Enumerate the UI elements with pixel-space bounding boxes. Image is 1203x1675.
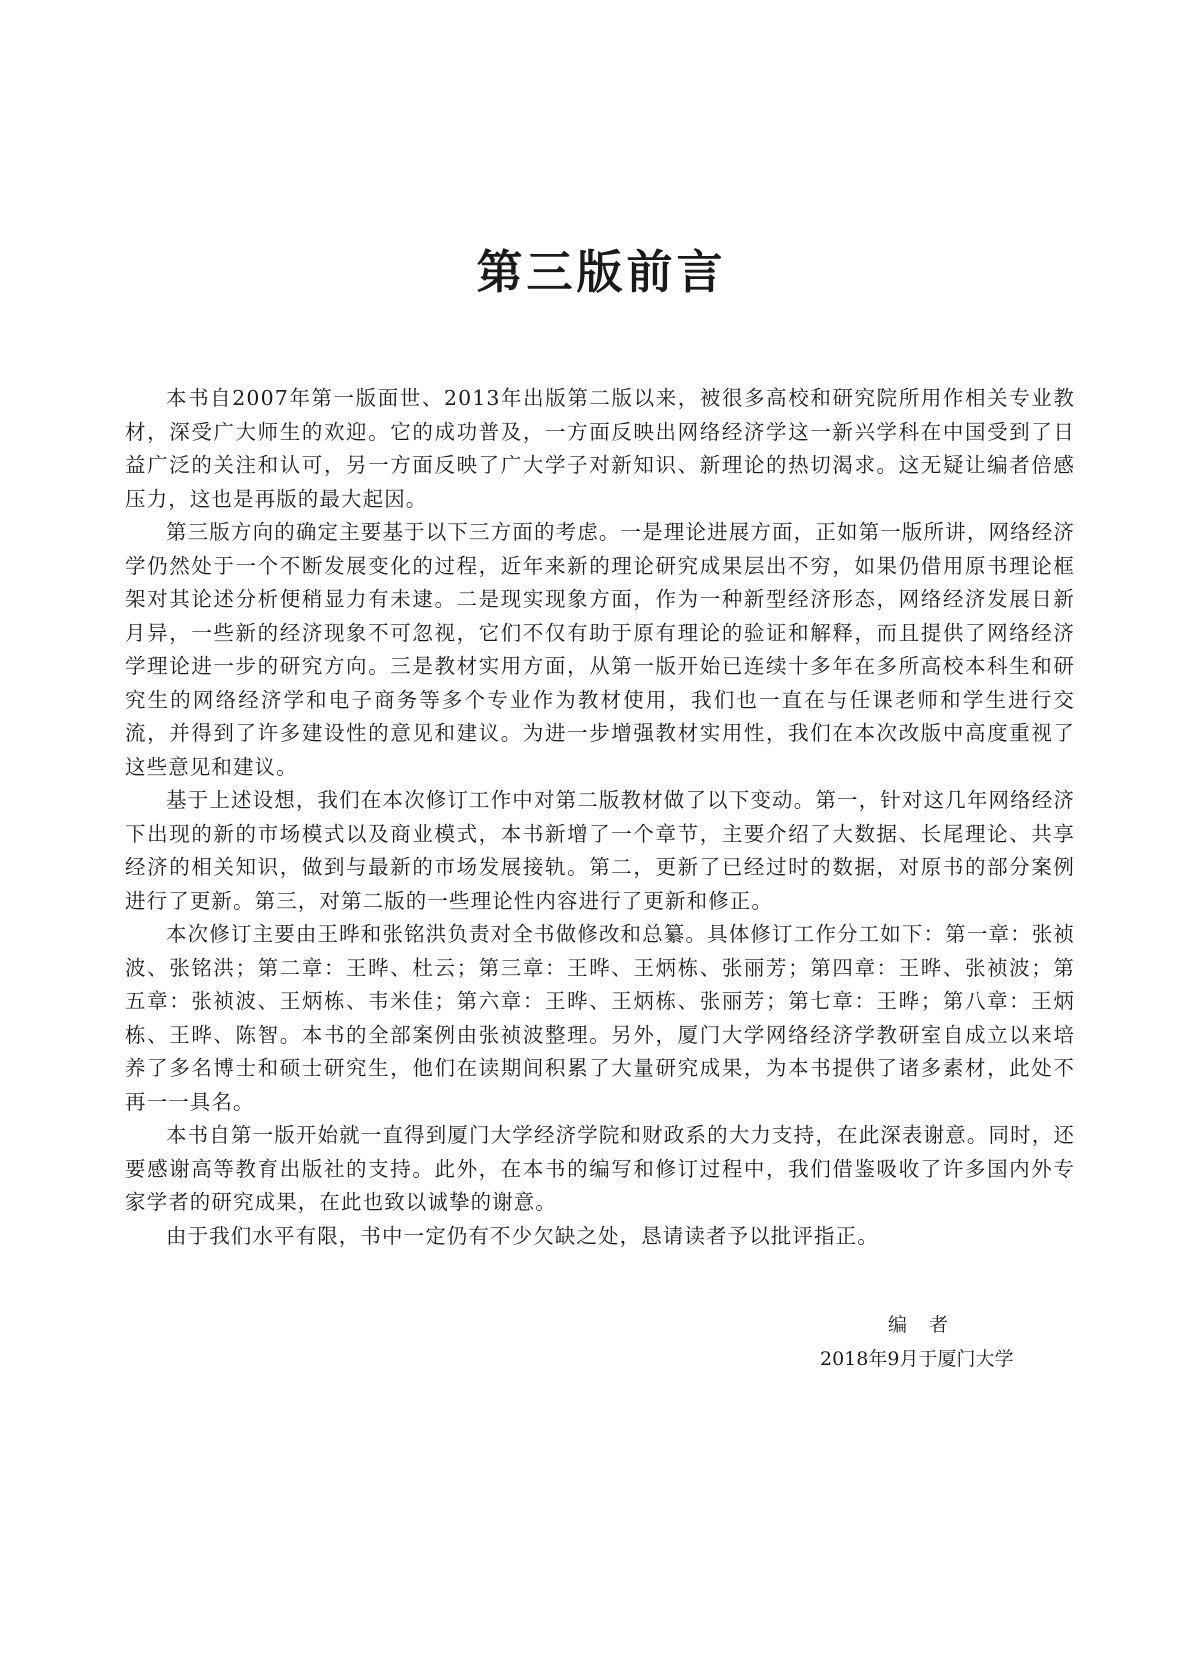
page-title: 第三版前言 <box>476 245 727 299</box>
paragraph: 本次修订主要由王晔和张铭洪负责对全书做修改和总纂。具体修订工作分工如下：第一章：张祯波、张铭洪；第二章：王晔、杜云；第三章：王晔、王炳栋、张丽芳；第四章：王晔、张祯波；第五章：张祯波、王炳栋、韦米佳；第六章：王晔、王炳栋、张丽芳；第七章：王晔；第八章：王炳栋、王晔、陈智。本书的全部案例由张祯波整理。另外，厦门大学网络经济学教研室自成立以来培养了多名博士和硕士研究生，他们在读期间积累了大量研究成果，为本书提供了诸多素材，此处不再一一具名。 <box>125 922 1075 1114</box>
paragraph: 第三版方向的确定主要基于以下三方面的考虑。一是理论进展方面，正如第一版所讲，网络经济学仍然处于一个不断发展变化的过程，近年来新的理论研究成果层出不穷，如果仍借用原书理论框架对其论述分析便稍显力有未逮。二是现实现象方面，作为一种新型经济形态，网络经济发展日新月异，一些新的经济现象不可忽视，它们不仅有助于原有理论的验证和解释，而且提供了网络经济学理论进一步的研究方向。三是教材实用方面，从第一版开始已连续十多年在多所高校本科生和研究生的网络经济学和电子商务等多个专业作为教材使用，我们也一直在与任课老师和学生进行交流，并得到了许多建设性的意见和建议。为进一步增强教材实用性，我们在本次改版中高度重视了这些意见和建议。 <box>125 520 1075 779</box>
signature-date: 2018年9月于厦门大学 <box>820 1348 1014 1370</box>
paragraph: 基于上述设想，我们在本次修订工作中对第二版教材做了以下变动。第一，针对这几年网络经济下出现的新的市场模式以及商业模式，本书新增了一个章节，主要介绍了大数据、长尾理论、共享经济的相关知识，做到与最新的市场发展接轨。第二，更新了已经过时的数据，对原书的部分案例进行了更新。第三，对第二版的一些理论性内容进行了更新和修正。 <box>125 788 1075 913</box>
paragraph: 本书自2007年第一版面世、2013年出版第二版以来，被很多高校和研究院所用作相关专业教材，深受广大师生的欢迎。它的成功普及，一方面反映出网络经济学这一新兴学科在中国受到了日益广泛的关注和认可，另一方面反映了广大学子对新知识、新理论的热切渴求。这无疑让编者倍感压力，这也是再版的最大起因。 <box>125 386 1075 511</box>
paragraph: 由于我们水平有限，书中一定仍有不少欠缺之处，恳请读者予以批评指正。 <box>166 1223 879 1248</box>
signature-block <box>760 1308 1070 1376</box>
paragraph: 本书自第一版开始就一直得到厦门大学经济学院和财政系的大力支持，在此深表谢意。同时，还要感谢高等教育出版社的支持。此外，在本书的编写和修订过程中，我们借鉴吸收了许多国内外专家学者的研究成果，在此也致以诚挚的谢意。 <box>125 1123 1075 1214</box>
signature-author: 编者 <box>888 1314 971 1336</box>
preface-body <box>125 382 1075 1253</box>
